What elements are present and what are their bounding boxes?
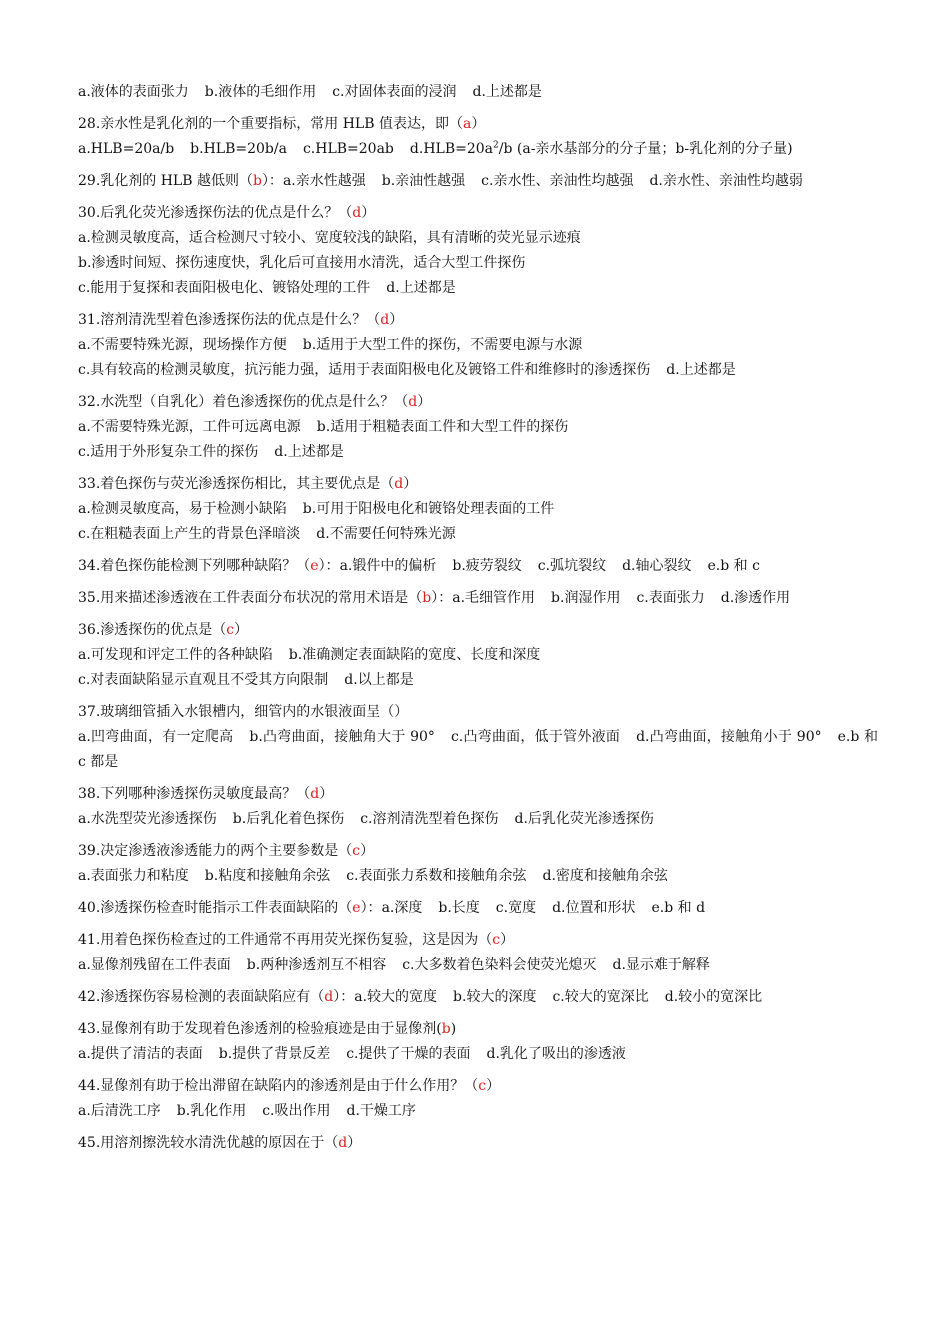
option-d: d.不需要任何特殊光源 [316, 526, 456, 542]
answer: d [324, 989, 334, 1005]
option-a: a.液体的表面张力 [78, 84, 189, 100]
question-text: 35.用来描述渗透液在工件表面分布状况的常用术语是（ [78, 590, 423, 606]
answer: c [226, 622, 235, 638]
superscript: 2 [493, 140, 499, 151]
question-28 [78, 112, 878, 137]
option-c: c.凸弯曲面，低于管外液面 [450, 729, 621, 745]
answer: e [310, 558, 319, 574]
option-a: a.HLB=20a/b [78, 141, 175, 157]
answer: b [422, 590, 432, 606]
bracket: ） [234, 622, 249, 638]
option-e: e.b 和 d [651, 900, 706, 916]
option-c: c.吸出作用 [262, 1103, 331, 1119]
question-28-options [78, 137, 878, 162]
question-text: 44.显像剂有助于检出滞留在缺陷内的渗透剂是由于什么作用？（ [78, 1078, 479, 1094]
question-32-options-cd [78, 440, 878, 465]
bracket: ） [471, 116, 486, 132]
question-text: 32.水洗型（自乳化）着色渗透探伤的优点是什么？（ [78, 394, 409, 410]
option-a: a.凹弯曲面，有一定爬高 [78, 729, 234, 745]
option-d: d.渗透作用 [720, 590, 791, 606]
option-a: a.水洗型荧光渗透探伤 [78, 811, 217, 827]
option-c: c.亲水性、亲油性均越强 [481, 173, 634, 189]
bracket: ） [403, 476, 418, 492]
question-30 [78, 201, 878, 226]
option-d: d.亲水性、亲油性均越弱 [649, 173, 803, 189]
question-31-options-cd [78, 358, 878, 383]
option-d-tail: /b [498, 141, 513, 157]
bracket: ）： [333, 989, 355, 1005]
option-d: d.以上都是 [344, 672, 414, 688]
bracket: ） [360, 843, 375, 859]
option-c: c.弧坑裂纹 [537, 558, 607, 574]
option-c: c.在粗糙表面上产生的背景色泽暗淡 [78, 526, 301, 542]
option-b: b.适用于粗糙表面工件和大型工件的探伤 [316, 419, 569, 435]
answer: d [310, 786, 320, 802]
option-a: a.提供了清洁的表面 [78, 1046, 203, 1062]
bracket: ） [347, 1135, 362, 1151]
option-d: d.上述都是 [386, 280, 456, 296]
line-l01 [78, 80, 878, 105]
option-a: a.深度 [381, 900, 423, 916]
option-b: b.两种渗透剂互不相容 [246, 957, 387, 973]
option-c: c.能用于复探和表面阳极电化、镀铬处理的工件 [78, 280, 371, 296]
question-38 [78, 782, 878, 807]
question-text: 40.渗透探伤检查时能指示工件表面缺陷的（ [78, 900, 353, 916]
option-c: c.具有较高的检测灵敏度，抗污能力强，适用于表面阳极电化及镀铬工件和维修时的渗透探伤 [78, 362, 651, 378]
question-33 [78, 472, 878, 497]
answer: c [352, 843, 361, 859]
bracket: ） [486, 1078, 501, 1094]
question-34 [78, 554, 878, 579]
option-a: a.可发现和评定工件的各种缺陷 [78, 647, 273, 663]
question-33-options-cd [78, 522, 878, 547]
option-b: b.润湿作用 [551, 590, 621, 606]
option-a: a.显像剂残留在工件表面 [78, 957, 231, 973]
option-d: d.HLB=20a [409, 141, 494, 157]
question-text: 36.渗透探伤的优点是（ [78, 622, 227, 638]
option-a: a.后清洗工序 [78, 1103, 161, 1119]
question-41-options [78, 953, 878, 978]
bracket: ） [500, 932, 515, 948]
bracket: ）： [318, 558, 340, 574]
question-text: 34.着色探伤能检测下列哪种缺陷？（ [78, 558, 311, 574]
option-d: d.上述都是 [274, 444, 344, 460]
question-36-options-ab [78, 643, 878, 668]
option-a: a.不需要特殊光源，现场操作方便 [78, 337, 287, 353]
question-42 [78, 985, 878, 1010]
option-b: b.疲劳裂纹 [452, 558, 522, 574]
option-b: b.提供了背景反差 [218, 1046, 331, 1062]
question-text: 41.用着色探伤检查过的工件通常不再用荧光探伤复验，这是因为（ [78, 932, 493, 948]
answer: d [394, 476, 404, 492]
option-b: b.粘度和接触角余弦 [204, 868, 331, 884]
option-b: b.HLB=20b/a [190, 141, 287, 157]
question-32 [78, 390, 878, 415]
option-c: c.提供了干燥的表面 [346, 1046, 471, 1062]
question-37-options [78, 725, 878, 775]
document-page [78, 80, 878, 1156]
option-a: a.较大的宽度 [354, 989, 438, 1005]
option-c: c.较大的宽深比 [552, 989, 649, 1005]
option-b: b.液体的毛细作用 [204, 84, 317, 100]
question-32-options-ab [78, 415, 878, 440]
answer: b [252, 173, 262, 189]
question-text: 45.用溶剂擦洗较水清洗优越的原因在于（ [78, 1135, 339, 1151]
option-d: d.后乳化荧光渗透探伤 [514, 811, 654, 827]
answer: c [492, 932, 501, 948]
option-b: b.较大的深度 [453, 989, 537, 1005]
option-d: d.上述都是 [472, 84, 542, 100]
question-35 [78, 586, 878, 611]
bracket: ） [417, 394, 432, 410]
question-36-options-cd [78, 668, 878, 693]
option-d: d.上述都是 [666, 362, 736, 378]
option-c: c.表面张力 [636, 590, 705, 606]
option-d: d.密度和接触角余弦 [542, 868, 668, 884]
option-b: b.乳化作用 [176, 1103, 247, 1119]
option-e: e.b 和 c 都是 [78, 729, 878, 770]
question-45 [78, 1131, 878, 1156]
option-a: a.毛细管作用 [452, 590, 536, 606]
option-b: b.后乳化着色探伤 [232, 811, 345, 827]
option-c: c.HLB=20ab [302, 141, 394, 157]
question-39-options [78, 864, 878, 889]
question-text: 31.溶剂清洗型着色渗透探伤法的优点是什么？（ [78, 312, 381, 328]
question-33-options-ab [78, 497, 878, 522]
option-d: d.位置和形状 [552, 900, 636, 916]
question-37: 37.玻璃细管插入水银槽内，细管内的水银液面呈（） [78, 704, 409, 720]
bracket: ） [361, 205, 376, 221]
bracket: ）： [360, 900, 382, 916]
question-text: 42.渗透探伤容易检测的表面缺陷应有（ [78, 989, 325, 1005]
option-d: d.轴心裂纹 [622, 558, 692, 574]
option-c: c.对表面缺陷显示直观且不受其方向限制 [78, 672, 329, 688]
question-29 [78, 169, 878, 194]
answer: a [462, 116, 472, 132]
question-30-options-cd [78, 276, 878, 301]
question-31-options-ab [78, 333, 878, 358]
answer: d [338, 1135, 348, 1151]
question-43-options [78, 1042, 878, 1067]
option-d: d.显示难于解释 [612, 957, 710, 973]
option-b: b.亲油性越强 [381, 173, 466, 189]
question-30-option-a: a.检测灵敏度高，适合检测尺寸较小、宽度较浅的缺陷，具有清晰的荧光显示迹痕 [78, 230, 581, 246]
question-text: 29.乳化剂的 HLB 越低则（ [78, 173, 253, 189]
option-b: b.凸弯曲面，接触角大于 90° [249, 729, 435, 745]
option-a: a.表面张力和粘度 [78, 868, 189, 884]
bracket: ）： [261, 173, 283, 189]
question-41 [78, 928, 878, 953]
answer: d [408, 394, 418, 410]
option-b: b.准确测定表面缺陷的宽度、长度和深度 [288, 647, 541, 663]
option-d: d.乳化了吸出的渗透液 [486, 1046, 626, 1062]
option-b: b.适用于大型工件的探伤，不需要电源与水源 [302, 337, 583, 353]
question-31 [78, 308, 878, 333]
question-39 [78, 839, 878, 864]
option-d: d.较小的宽深比 [664, 989, 763, 1005]
option-c: c.表面张力系数和接触角余弦 [346, 868, 527, 884]
answer: e [352, 900, 361, 916]
option-c: c.宽度 [495, 900, 537, 916]
option-d: d.干燥工序 [346, 1103, 416, 1119]
question-text: 38.下列哪种渗透探伤灵敏度最高？（ [78, 786, 311, 802]
answer: c [478, 1078, 487, 1094]
option-c: c.溶剂清洗型着色探伤 [360, 811, 499, 827]
question-36 [78, 618, 878, 643]
question-30-option-b: b.渗透时间短、探伤速度快，乳化后可直接用水清洗，适合大型工件探伤 [78, 255, 526, 271]
option-e: e.b 和 c [707, 558, 760, 574]
option-a: a.检测灵敏度高，易于检测小缺陷 [78, 501, 287, 517]
answer: b [441, 1021, 451, 1037]
option-d: d.凸弯曲面，接触角小于 90° [636, 729, 822, 745]
question-text: 30.后乳化荧光渗透探伤法的优点是什么？（ [78, 205, 353, 221]
bracket: ）： [431, 590, 453, 606]
option-b: b.可用于阳极电化和镀铬处理表面的工件 [302, 501, 555, 517]
question-44-options [78, 1099, 878, 1124]
question-43 [78, 1017, 878, 1042]
question-40 [78, 896, 878, 921]
answer: d [352, 205, 362, 221]
option-a: a.亲水性越强 [282, 173, 366, 189]
question-text: 28.亲水性是乳化剂的一个重要指标，常用 HLB 值表达，即（ [78, 116, 463, 132]
question-38-options [78, 807, 878, 832]
option-b: b.长度 [438, 900, 480, 916]
question-text: 43.显像剂有助于发现着色渗透剂的检验痕迹是由于显像剂( [78, 1021, 442, 1037]
answer: d [380, 312, 390, 328]
note: (a-亲水基部分的分子量；b-乳化剂的分子量) [516, 141, 793, 157]
bracket: ） [319, 786, 334, 802]
bracket: ） [389, 312, 404, 328]
option-c: c.大多数着色染料会使荧光熄灭 [402, 957, 597, 973]
bracket: ) [450, 1021, 457, 1037]
option-a: a.不需要特殊光源，工件可远离电源 [78, 419, 301, 435]
question-44 [78, 1074, 878, 1099]
option-a: a.锻件中的偏析 [339, 558, 437, 574]
option-c: c.适用于外形复杂工件的探伤 [78, 444, 259, 460]
question-text: 39.决定渗透液渗透能力的两个主要参数是（ [78, 843, 353, 859]
question-text: 33.着色探伤与荧光渗透探伤相比，其主要优点是（ [78, 476, 395, 492]
option-c: c.对固体表面的浸润 [332, 84, 457, 100]
